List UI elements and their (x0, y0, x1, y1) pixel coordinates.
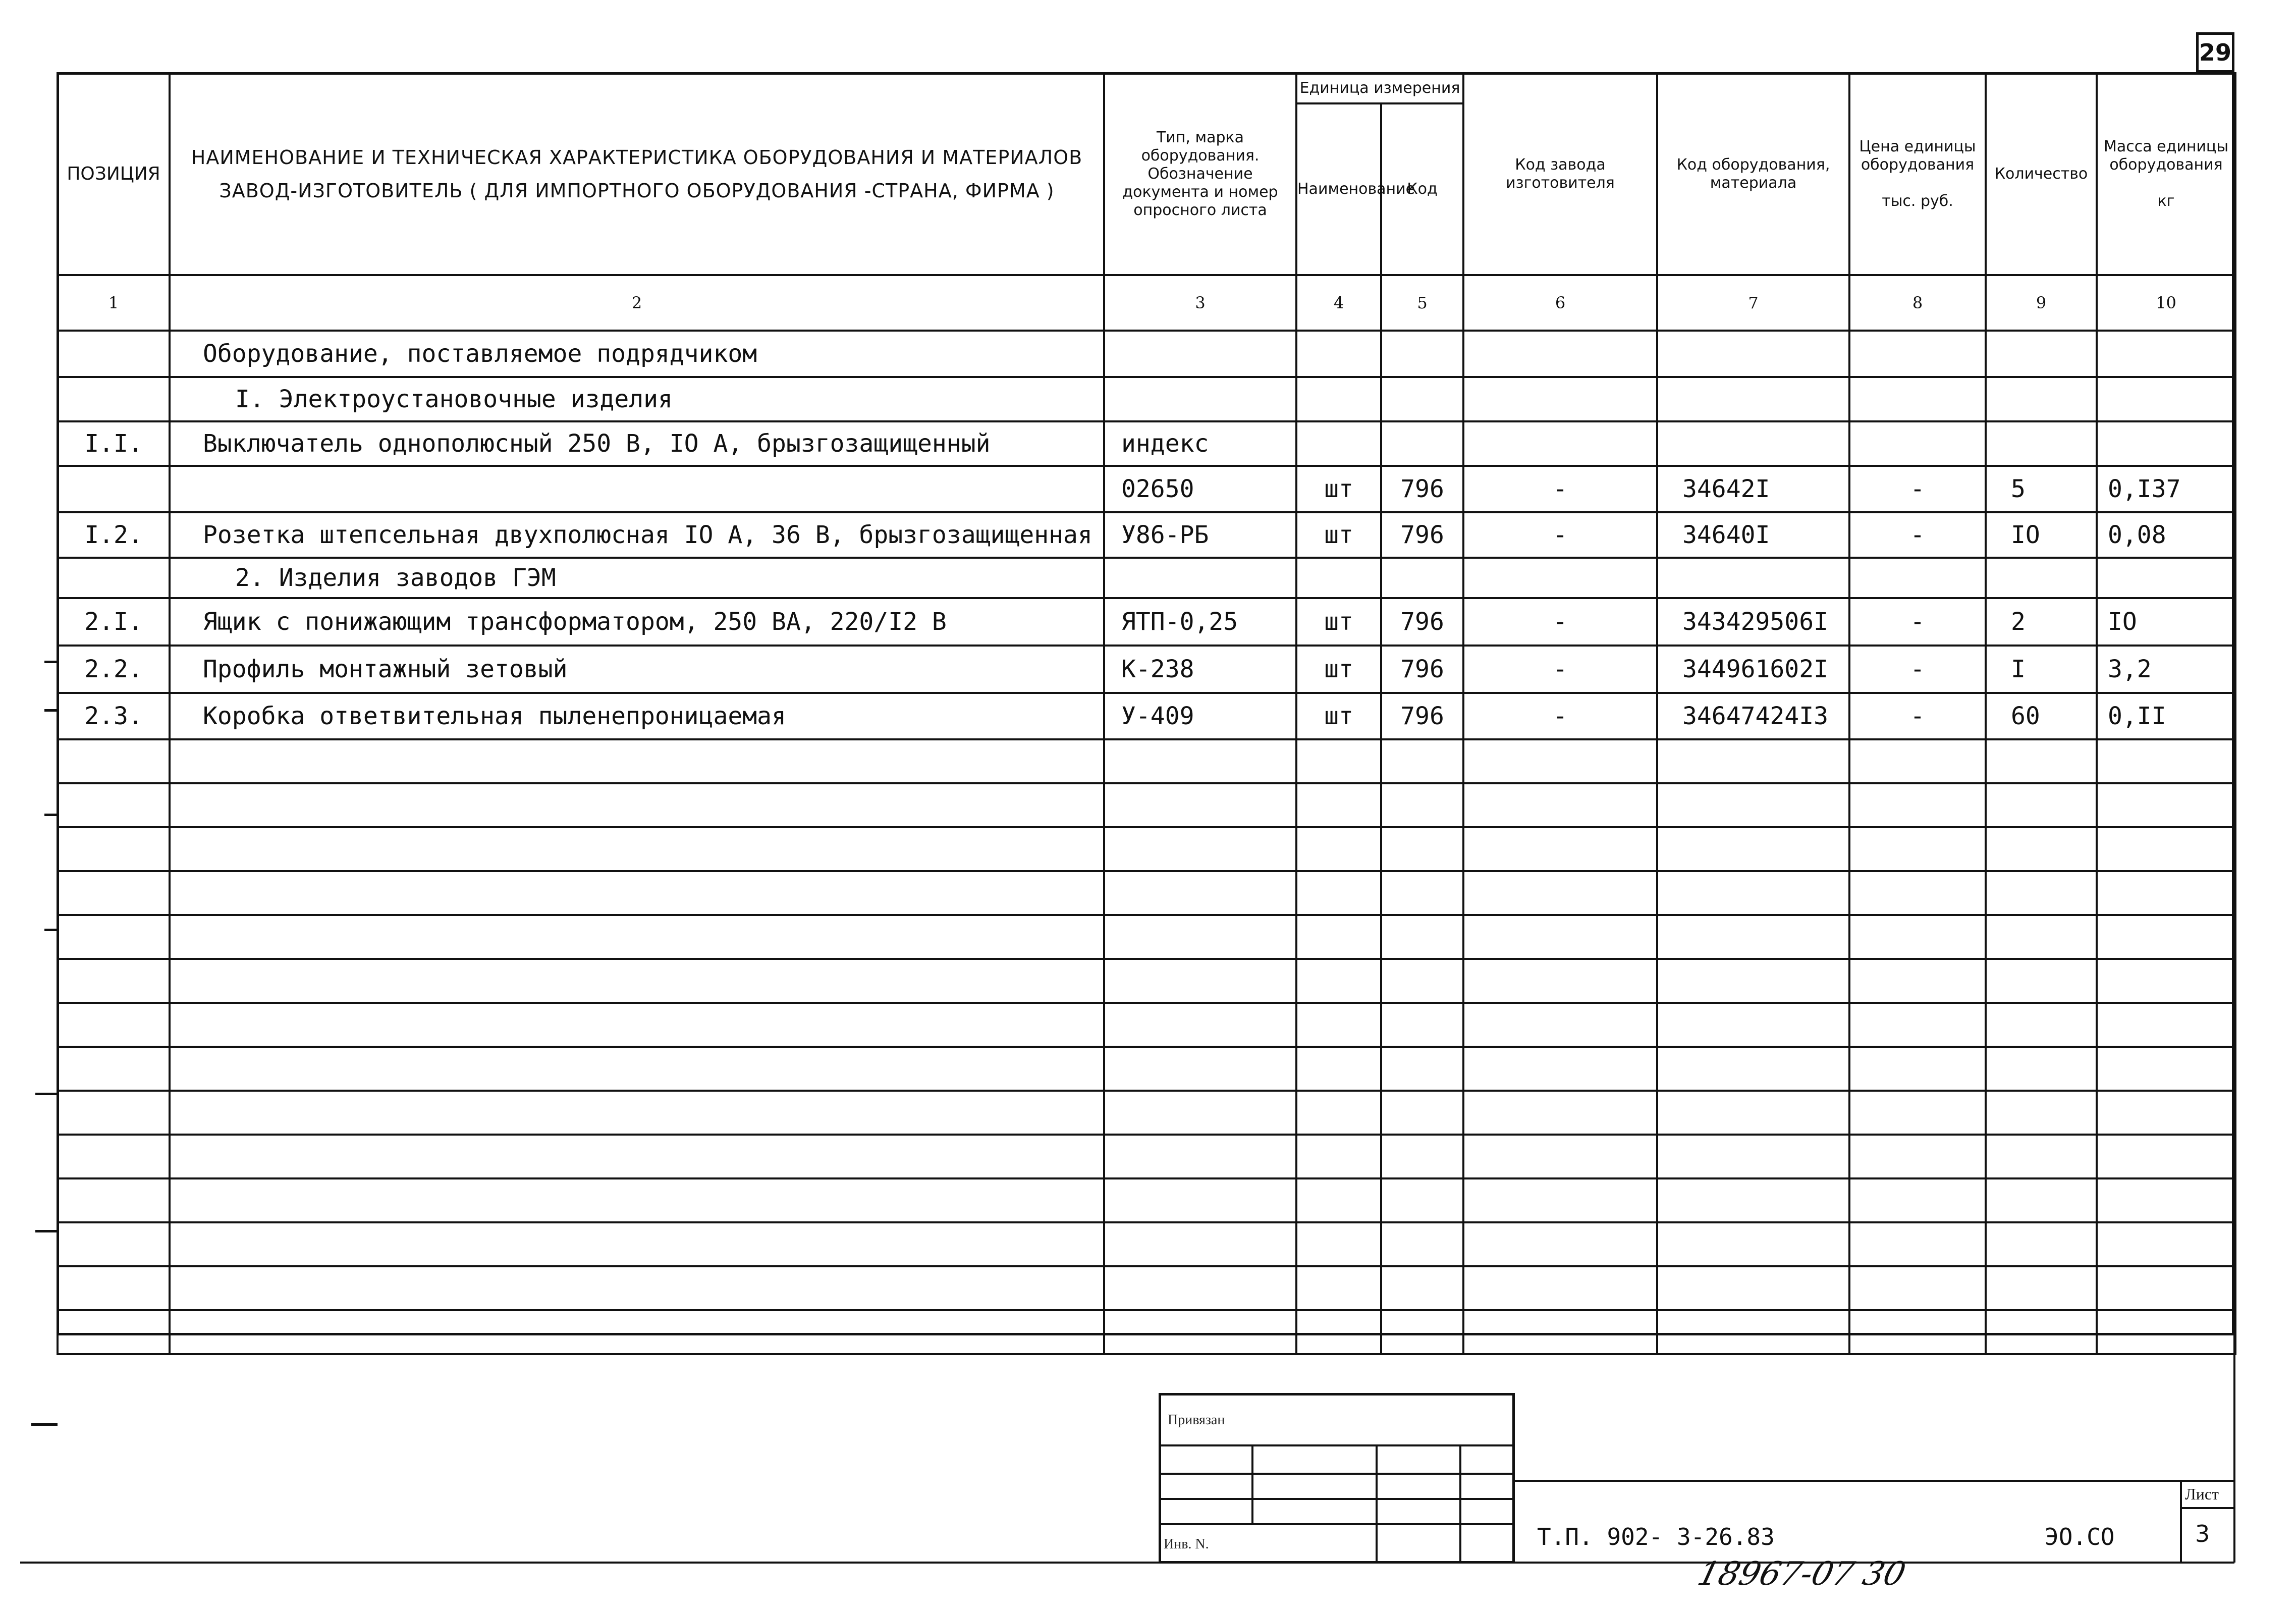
header-type: Тип, марка оборудования. Обозначение документа и номер опросного листа (1104, 73, 1296, 275)
table-row (58, 558, 2235, 598)
stamp-line (1159, 1444, 1515, 1446)
empty-row (58, 827, 2235, 871)
column-number-10: 10 (2097, 275, 2235, 331)
column-number-2: 2 (170, 275, 1104, 331)
title-line (2233, 1332, 2235, 1563)
header-equipment-code: Код оборудования, материала (1657, 73, 1849, 275)
item-quantity: IO (1986, 512, 2097, 558)
column-number-1: 1 (58, 275, 170, 331)
empty-row (58, 1135, 2235, 1178)
column-number-3: 3 (1104, 275, 1296, 331)
header-name-line2: ЗАВОД-ИЗГОТОВИТЕЛЬ ( ДЛЯ ИМПОРТНОГО ОБОРУДОВАНИЯ -СТРАНА, ФИРМА ) (219, 180, 1055, 202)
column-number-5: 5 (1381, 275, 1463, 331)
item-unit: шт (1296, 512, 1381, 558)
title-line (1514, 1480, 2234, 1482)
item-unit: шт (1296, 693, 1381, 739)
stamp-line (1459, 1444, 1461, 1564)
item-name: Розетка штепсельная двухполюсная IO А, 36 В, брызгозащищенная (170, 512, 1104, 558)
column-number-7: 7 (1657, 275, 1849, 331)
item-position: 2.I. (58, 598, 170, 646)
empty-row (58, 783, 2235, 827)
title-line (2180, 1480, 2182, 1563)
stamp-line (1159, 1473, 1515, 1475)
empty-row (58, 1003, 2235, 1047)
item-position: 2.3. (58, 693, 170, 739)
item-price: - (1849, 466, 1986, 512)
header-name (170, 73, 1104, 275)
column-number-9: 9 (1986, 275, 2097, 331)
item-mass: 0,I37 (2097, 466, 2235, 512)
table-row (58, 421, 2235, 466)
header-mass-label: Масса единицы оборудования (2103, 138, 2229, 174)
item-name: Коробка ответвительная пыленепроницаемая (170, 693, 1104, 739)
item-mass: 0,II (2097, 693, 2235, 739)
item-price: - (1849, 646, 1986, 693)
header-unit-code: Код (1381, 103, 1463, 275)
table-row (58, 693, 2235, 739)
item-name: Ящик с понижающим трансформатором, 250 ВА, 220/I2 В (170, 598, 1104, 646)
item-equipment-code: 34642I (1657, 466, 1849, 512)
item-maker-code: - (1463, 598, 1657, 646)
sheet-number-box: 29 (2196, 32, 2234, 73)
item-unit-code: 796 (1381, 466, 1463, 512)
item-unit: шт (1296, 466, 1381, 512)
header-maker-code: Код завода изготовителя (1463, 73, 1657, 275)
item-price: - (1849, 512, 1986, 558)
section-title-main: Оборудование, поставляемое подрядчиком (170, 331, 1104, 377)
item-position: I.2. (58, 512, 170, 558)
item-maker-code: - (1463, 466, 1657, 512)
stamp-line (1251, 1444, 1253, 1525)
stamp-line (1159, 1498, 1515, 1500)
table-row (58, 646, 2235, 693)
item-quantity: 60 (1986, 693, 2097, 739)
sheet-label: Лист (2185, 1485, 2219, 1503)
stamp-line (1376, 1444, 1378, 1564)
header-price-label: Цена единицы оборудования (1859, 138, 1976, 174)
sheet-index: 3 (2195, 1520, 2210, 1547)
empty-row (58, 959, 2235, 1003)
stamp-line (1159, 1523, 1515, 1525)
header-price (1849, 73, 1986, 275)
section-title-1: I. Электроустановочные изделия (170, 377, 1104, 421)
margin-tick (35, 1093, 58, 1095)
header-unit-name: Наименование (1296, 103, 1381, 275)
header-quantity: Количество (1986, 73, 2097, 275)
item-maker-code: - (1463, 646, 1657, 693)
margin-tick (44, 814, 58, 816)
empty-row (58, 1178, 2235, 1222)
column-number-6: 6 (1463, 275, 1657, 331)
section-title-2: 2. Изделия заводов ГЭМ (170, 558, 1104, 598)
empty-row (58, 739, 2235, 783)
empty-row (58, 915, 2235, 959)
item-quantity: I (1986, 646, 2097, 693)
item-name: Выключатель однополюсный 250 В, IO А, брызгозащищенный (170, 421, 1104, 466)
empty-row (58, 871, 2235, 915)
specification-table (57, 72, 2236, 1355)
item-quantity: 2 (1986, 598, 2097, 646)
header-unit: Единица измерения (1296, 73, 1463, 103)
item-unit-code: 796 (1381, 512, 1463, 558)
item-type: У86-РБ (1104, 512, 1296, 558)
table-row (58, 331, 2235, 377)
empty-row (58, 1091, 2235, 1135)
item-price: - (1849, 598, 1986, 646)
sheet-code: ЭО.СО (2045, 1523, 2115, 1550)
item-equipment-code: 34640I (1657, 512, 1849, 558)
empty-row (58, 1310, 2235, 1354)
header-mass-unit: кг (2157, 192, 2175, 210)
item-mass: 0,08 (2097, 512, 2235, 558)
item-maker-code: - (1463, 693, 1657, 739)
column-number-4: 4 (1296, 275, 1381, 331)
item-mass: IO (2097, 598, 2235, 646)
header-name-line1: НАИМЕНОВАНИЕ И ТЕХНИЧЕСКАЯ ХАРАКТЕРИСТИКА ОБОРУДОВАНИЯ И МАТЕРИАЛОВ (191, 146, 1083, 169)
item-type: ЯТП-0,25 (1104, 598, 1296, 646)
margin-tick (44, 661, 58, 663)
table-row (58, 512, 2235, 558)
item-quantity: 5 (1986, 466, 2097, 512)
header-price-unit: тыс. руб. (1882, 192, 1953, 210)
item-position: 2.2. (58, 646, 170, 693)
table-row (58, 598, 2235, 646)
item-type: У-409 (1104, 693, 1296, 739)
header-position: ПОЗИЦИЯ (58, 73, 170, 275)
stamp-inventory-label: Инв. N. (1164, 1536, 1209, 1552)
item-type: К-238 (1104, 646, 1296, 693)
empty-row (58, 1047, 2235, 1091)
margin-tick (44, 929, 58, 931)
item-unit-code: 796 (1381, 693, 1463, 739)
item-mass: 3,2 (2097, 646, 2235, 693)
item-equipment-code: 343429506I (1657, 598, 1849, 646)
item-unit-code: 796 (1381, 646, 1463, 693)
item-type: 02650 (1104, 466, 1296, 512)
handwritten-number: 18967-07 30 (1693, 1555, 1909, 1593)
item-type: индекс (1104, 421, 1296, 466)
document-designation: Т.П. 902- 3-26.83 (1537, 1523, 1775, 1550)
table-row (58, 377, 2235, 421)
item-equipment-code: 34647424I3 (1657, 693, 1849, 739)
item-name: Профиль монтажный зетовый (170, 646, 1104, 693)
empty-row (58, 1266, 2235, 1310)
margin-tick (35, 1230, 58, 1232)
title-line (2180, 1507, 2234, 1509)
item-unit-code: 796 (1381, 598, 1463, 646)
item-maker-code: - (1463, 512, 1657, 558)
item-unit: шт (1296, 598, 1381, 646)
item-price: - (1849, 693, 1986, 739)
item-unit: шт (1296, 646, 1381, 693)
column-number-8: 8 (1849, 275, 1986, 331)
item-equipment-code: 344961602I (1657, 646, 1849, 693)
table-row (58, 466, 2235, 512)
margin-tick (44, 709, 58, 712)
stamp-attached-label: Привязан (1168, 1412, 1225, 1428)
margin-tick (31, 1423, 58, 1426)
empty-row (58, 1222, 2235, 1266)
item-position: I.I. (58, 421, 170, 466)
header-mass (2097, 73, 2235, 275)
